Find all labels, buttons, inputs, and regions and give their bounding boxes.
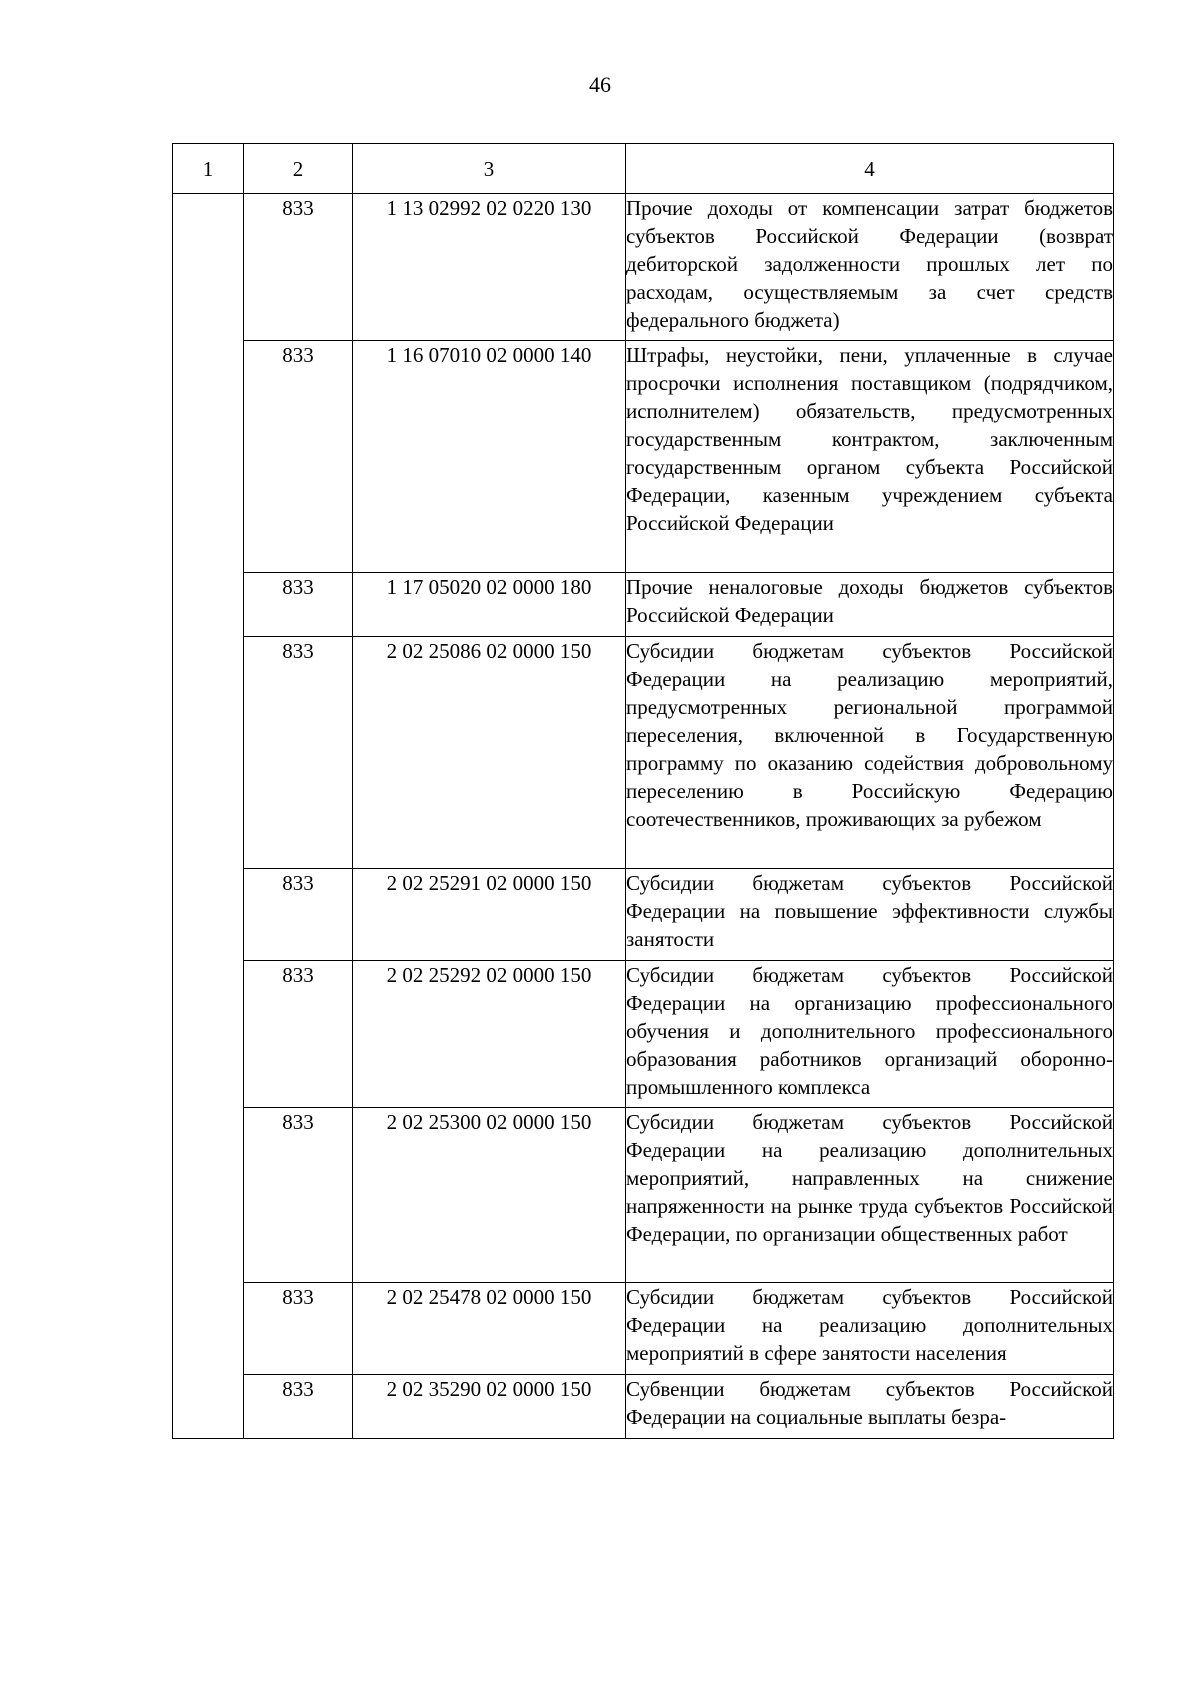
budget-code-cell: 1 13 02992 02 0220 130 (353, 194, 626, 341)
budget-code-cell: 1 17 05020 02 0000 180 (353, 573, 626, 637)
table-header-row (173, 144, 1114, 194)
budget-code-cell: 2 02 35290 02 0000 150 (353, 1375, 626, 1439)
column-header-4: 4 (626, 144, 1114, 194)
column-header-3: 3 (353, 144, 626, 194)
table-row (173, 1283, 1114, 1375)
table-row (173, 573, 1114, 637)
admin-code-cell: 833 (244, 1108, 353, 1283)
table-row (173, 1108, 1114, 1283)
budget-code-cell: 2 02 25300 02 0000 150 (353, 1108, 626, 1283)
budget-code-cell: 2 02 25291 02 0000 150 (353, 869, 626, 961)
admin-code-cell: 833 (244, 194, 353, 341)
revenue-name-cell: Субсидии бюджетам субъектов Российской Федерации на реализацию дополнительных мероприятий в сфере занятости населения (626, 1283, 1114, 1375)
revenue-name-cell: Прочие неналоговые доходы бюджетов субъектов Российской Федерации (626, 573, 1114, 637)
budget-revenue-table (172, 143, 1114, 1439)
admin-code-cell: 833 (244, 961, 353, 1108)
budget-code-cell: 2 02 25086 02 0000 150 (353, 637, 626, 869)
table-row (173, 194, 1114, 341)
table-row (173, 961, 1114, 1108)
revenue-name-cell: Субвенции бюджетам субъектов Российской Федерации на социальные выплаты безра- (626, 1375, 1114, 1439)
admin-code-cell: 833 (244, 1283, 353, 1375)
table-row (173, 341, 1114, 573)
row-number-cell (173, 194, 244, 1439)
page-number: 46 (589, 72, 611, 97)
revenue-name-cell: Субсидии бюджетам субъектов Российской Федерации на реализацию дополнительных мероприятий, направленных на снижение напряженности на рынке труда субъектов Российской Федерации, по организации общественных работ (626, 1108, 1114, 1283)
revenue-name-cell: Субсидии бюджетам субъектов Российской Федерации на организацию профессионального обучения и дополнительного профессионального образования работников организаций оборонно-промышленного комплекса (626, 961, 1114, 1108)
table-row (173, 1375, 1114, 1439)
revenue-name-cell: Прочие доходы от компенсации затрат бюджетов субъектов Российской Федерации (возврат дебиторской задолженности прошлых лет по расходам, осуществляемым за счет средств федерального бюджета) (626, 194, 1114, 341)
budget-code-cell: 2 02 25292 02 0000 150 (353, 961, 626, 1108)
admin-code-cell: 833 (244, 341, 353, 573)
admin-code-cell: 833 (244, 637, 353, 869)
budget-code-cell: 1 16 07010 02 0000 140 (353, 341, 626, 573)
column-header-1: 1 (173, 144, 244, 194)
table-row (173, 869, 1114, 961)
revenue-name-cell: Субсидии бюджетам субъектов Российской Федерации на реализацию мероприятий, предусмотренных региональной программой переселения, включенной в Государственную программу по оказанию содействия добровольному переселению в Российскую Федерацию соотечественников, проживающих за рубежом (626, 637, 1114, 869)
column-header-2: 2 (244, 144, 353, 194)
admin-code-cell: 833 (244, 573, 353, 637)
admin-code-cell: 833 (244, 869, 353, 961)
revenue-name-cell: Штрафы, неустойки, пени, уплаченные в случае просрочки исполнения поставщиком (подрядчиком, исполнителем) обязательств, предусмотренных государственным контрактом, заключенным государственным органом субъекта Российской Федерации, казенным учреждением субъекта Российской Федерации (626, 341, 1114, 573)
admin-code-cell: 833 (244, 1375, 353, 1439)
table-row (173, 637, 1114, 869)
revenue-name-cell: Субсидии бюджетам субъектов Российской Федерации на повышение эффективности службы занятости (626, 869, 1114, 961)
budget-code-cell: 2 02 25478 02 0000 150 (353, 1283, 626, 1375)
